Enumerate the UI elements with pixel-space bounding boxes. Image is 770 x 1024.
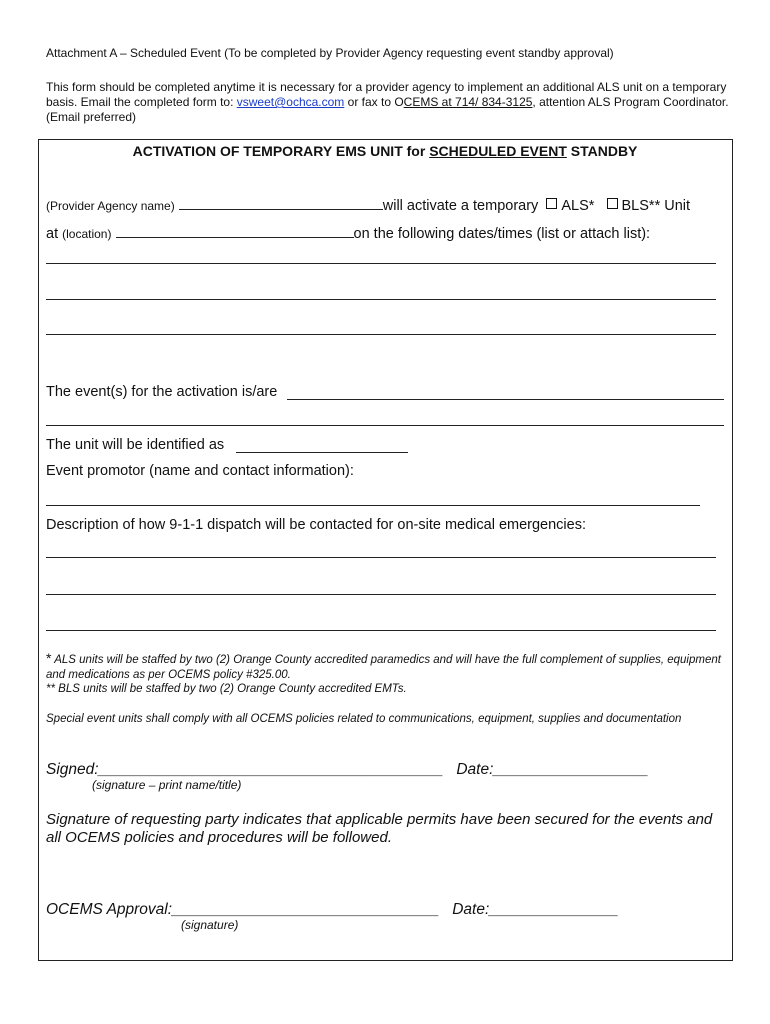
approval-date-field[interactable]: _______________: [489, 901, 619, 918]
provider-agency-field[interactable]: [179, 196, 383, 210]
signed-field[interactable]: ________________________________________: [98, 761, 444, 778]
signed-row: [46, 761, 649, 779]
approval-caption: (signature): [181, 918, 239, 932]
intro-end-text: , attention ALS Program Coordinator. (Email preferred): [46, 95, 729, 124]
bls-checkbox[interactable]: [607, 198, 618, 209]
form-title-suffix: STANDBY: [566, 143, 638, 159]
location-field[interactable]: [116, 224, 354, 238]
email-link[interactable]: vsweet@ochca.com: [236, 95, 345, 109]
dispatch-line-2[interactable]: [46, 594, 716, 595]
activate-text: will activate a temporary: [382, 198, 539, 214]
date-label: Date:: [456, 761, 494, 778]
form-title-prefix: ACTIVATION OF TEMPORARY EMS UNIT for: [132, 143, 430, 159]
events-field-line-2[interactable]: [46, 425, 724, 426]
als-label: ALS*: [561, 198, 595, 214]
date-field[interactable]: __________________: [493, 761, 649, 778]
approval-row: [46, 901, 619, 919]
footnote-bls: ** BLS units will be staffed by two (2) Orange County accredited EMTs.: [46, 683, 407, 695]
approval-label: OCEMS Approval:: [46, 901, 173, 918]
events-field[interactable]: [287, 399, 724, 400]
als-checkbox[interactable]: [546, 198, 557, 209]
provider-agency-label: (Provider Agency name): [46, 199, 175, 213]
dispatch-label: Description of how 9-1-1 dispatch will be contacted for on-site medical emergencies:: [46, 517, 586, 533]
requesting-party-note: Signature of requesting party indicates that applicable permits have been secured for the events and all OCEMS policies and procedures will be followed.: [46, 811, 713, 846]
fax-number: CEMS at 714/ 834-3125: [403, 95, 533, 109]
promotor-field[interactable]: [46, 505, 700, 506]
footnote-als: [46, 651, 726, 683]
approval-date-label: Date:: [452, 901, 490, 918]
intro-paragraph: [46, 80, 746, 125]
unit-id-label: The unit will be identified as: [46, 437, 225, 453]
signed-label: Signed:: [46, 761, 99, 778]
provider-row: [46, 196, 690, 214]
special-note: Special event units shall comply with all OCEMS policies related to communications, equipment, supplies and documentation: [46, 713, 682, 725]
at-label: at: [46, 226, 59, 242]
footnote-star: *: [46, 650, 52, 666]
events-label: The event(s) for the activation is/are: [46, 384, 278, 400]
dates-line-1[interactable]: [46, 263, 716, 264]
location-label: (location): [62, 227, 112, 241]
bls-label: BLS** Unit: [621, 198, 691, 214]
promotor-label: Event promotor (name and contact information):: [46, 463, 354, 479]
dispatch-line-3[interactable]: [46, 630, 716, 631]
intro-text: This form should be completed anytime it is necessary for a provider agency to implement an additional ALS unit on a temporary basis. Email the completed form to:: [46, 80, 727, 109]
dispatch-line-1[interactable]: [46, 557, 716, 558]
unit-id-field[interactable]: [236, 452, 408, 453]
intro-mid-text: or fax to O: [344, 95, 404, 109]
approval-field[interactable]: _______________________________: [172, 901, 440, 918]
location-row: [46, 224, 650, 242]
dates-line-3[interactable]: [46, 334, 716, 335]
dates-text: on the following dates/times (list or attach list):: [353, 226, 651, 242]
form-title-underlined: SCHEDULED EVENT: [429, 143, 567, 159]
attachment-heading: Attachment A – Scheduled Event (To be completed by Provider Agency requesting event standby approval): [46, 46, 614, 60]
footnote-als-text: ALS units will be staffed by two (2) Orange County accredited paramedics and will have the full complement of supplies, equipment and medications as per OCEMS policy #325.00.: [46, 654, 721, 681]
signature-caption: (signature – print name/title): [92, 778, 242, 792]
dates-line-2[interactable]: [46, 299, 716, 300]
form-title: [0, 143, 770, 159]
